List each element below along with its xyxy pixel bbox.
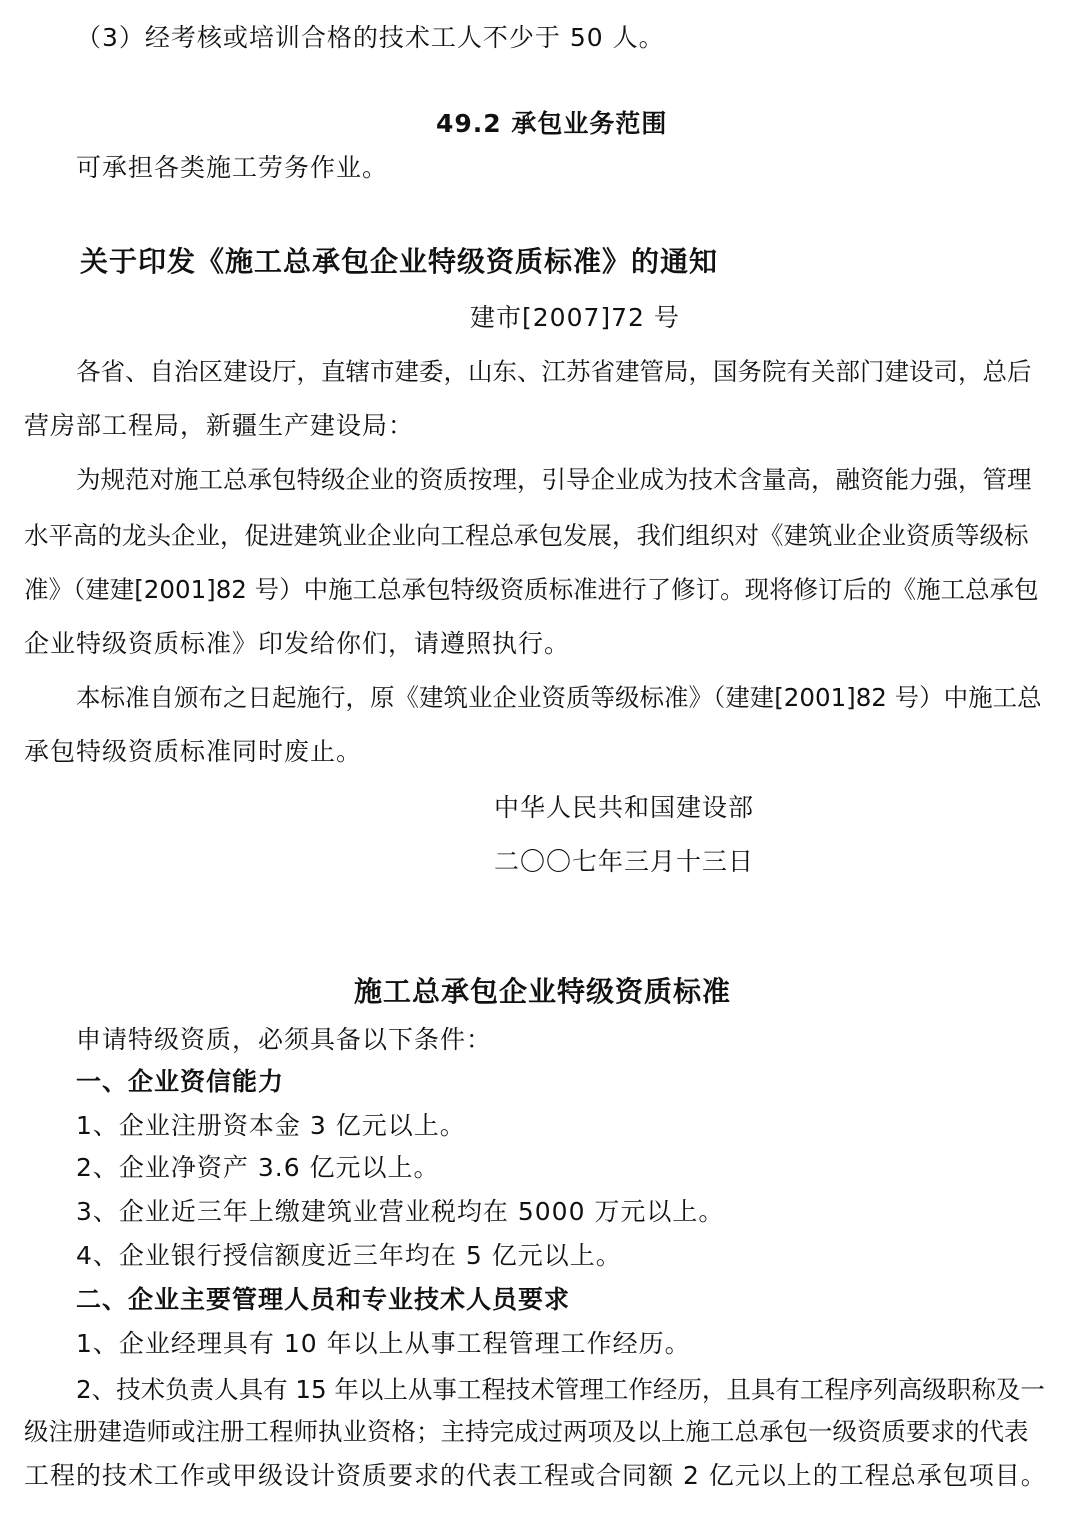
- notice-title: 关于印发《施工总承包企业特级资质标准》的通知: [80, 245, 719, 278]
- issuer: 中华人民共和国建设部: [494, 793, 755, 822]
- issue-date: 二〇〇七年三月十三日: [494, 847, 755, 876]
- notice-number: 建市[2007]72 号: [470, 303, 680, 332]
- addressee-line-1: 各省、自治区建设厅，直辖市建委，山东、江苏省建管局，国务院有关部门建设司，总后: [76, 357, 1032, 386]
- paragraph-2-line-2: 承包特级资质标准同时废止。: [24, 737, 363, 766]
- addressee-line-2: 营房部工程局，新疆生产建设局：: [24, 411, 415, 440]
- section-1-item: 2、企业净资产 3.6 亿元以上。: [76, 1153, 440, 1182]
- list-item-3: （3）经考核或培训合格的技术工人不少于 50 人。: [76, 23, 665, 52]
- paragraph-1-line-1: 为规范对施工总承包特级企业的资质按理，引导企业成为技术含量高，融资能力强，管理: [76, 465, 1032, 494]
- section-2-item-1: 1、企业经理具有 10 年以上从事工程管理工作经历。: [76, 1329, 691, 1358]
- section-1-item: 3、企业近三年上缴建筑业营业税均在 5000 万元以上。: [76, 1197, 725, 1226]
- paragraph-1-line-2: 水平高的龙头企业，促进建筑业企业向工程总承包发展，我们组织对《建筑业企业资质等级标: [24, 521, 1029, 550]
- section-1-item: 1、企业注册资本金 3 亿元以上。: [76, 1111, 466, 1140]
- paragraph-1-line-4: 企业特级资质标准》印发给你们，请遵照执行。: [24, 629, 571, 658]
- standard-title: 施工总承包企业特级资质标准: [354, 975, 732, 1008]
- section-2-item-2-line-3: 工程的技术工作或甲级设计资质要求的代表工程或合同额 2 亿元以上的工程总承包项目。: [24, 1461, 1047, 1490]
- section-49-2-body: 可承担各类施工劳务作业。: [76, 153, 389, 182]
- section-1-heading: 一、企业资信能力: [76, 1067, 285, 1096]
- standard-intro: 申请特级资质，必须具备以下条件：: [76, 1025, 493, 1054]
- section-2-item-2-line-2: 级注册建造师或注册工程师执业资格；主持完成过两项及以上施工总承包一级资质要求的代表: [24, 1417, 1029, 1446]
- section-2-heading: 二、企业主要管理人员和专业技术人员要求: [76, 1285, 571, 1314]
- paragraph-1-line-3: 准》（建建[2001]82 号）中施工总承包特级资质标准进行了修订。现将修订后的《施工总承包: [24, 575, 1039, 604]
- section-2-item-2-line-1: 2、技术负责人具有 15 年以上从事工程技术管理工作经历，且具有工程序列高级职称及一: [76, 1375, 1045, 1404]
- section-1-item: 4、企业银行授信额度近三年均在 5 亿元以上。: [76, 1241, 622, 1270]
- section-49-2-title: 49.2 承包业务范围: [436, 109, 668, 138]
- paragraph-2-line-1: 本标准自颁布之日起施行，原《建筑业企业资质等级标准》（建建[2001]82 号）中施工总: [76, 683, 1042, 712]
